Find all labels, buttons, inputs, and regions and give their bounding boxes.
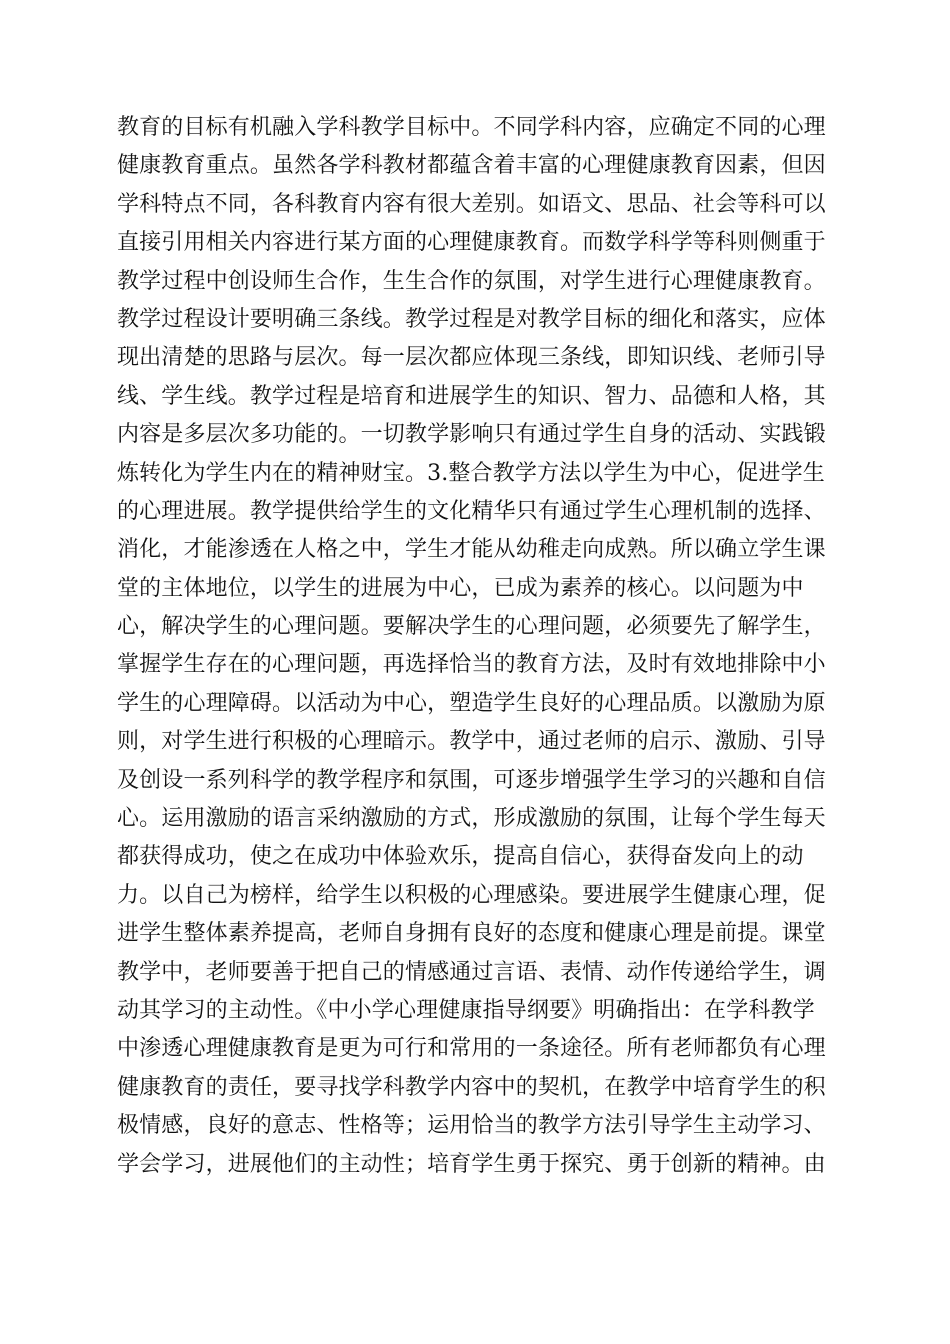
- text-line-26: 健康教育的责任，要寻找学科教学内容中的契机，在教学中培育学生的积: [117, 1074, 826, 1100]
- text-line-4: 直接引用相关内容进行某方面的心理健康教育。而数学科学等科则侧重于: [117, 230, 826, 256]
- text-line-16: 学生的心理障碍。以活动为中心，塑造学生良好的心理品质。以激励为原: [117, 690, 826, 716]
- text-line-1: 教育的目标有机融入学科教学目标中。不同学科内容，应确定不同的心理: [117, 115, 826, 140]
- text-line-12: 消化，才能渗透在人格之中，学生才能从幼稚走向成熟。所以确立学生课: [117, 537, 826, 563]
- text-line-10: 炼转化为学生内在的精神财宝。3.整合教学方法以学生为中心，促进学生: [117, 460, 825, 486]
- text-line-5: 教学过程中创设师生合作，生生合作的氛围，对学生进行心理健康教育。: [117, 268, 826, 294]
- text-line-6: 教学过程设计要明确三条线。教学过程是对教学目标的细化和落实，应体: [117, 306, 826, 332]
- text-line-8: 线、学生线。教学过程是培育和进展学生的知识、智力、品德和人格，其: [117, 383, 826, 409]
- text-line-3: 学科特点不同，各科教育内容有很大差别。如语文、思品、社会等科可以: [117, 191, 826, 217]
- text-line-24: 动其学习的主动性。《中小学心理健康指导纲要》明确指出：在学科教学: [117, 997, 815, 1023]
- text-line-20: 都获得成功，使之在成功中体验欢乐，提高自信心，获得奋发向上的动: [117, 844, 804, 870]
- text-line-21: 力。以自己为榜样，给学生以积极的心理感染。要进展学生健康心理，促: [117, 882, 826, 908]
- text-line-13: 堂的主体地位，以学生的进展为中心，已成为素养的核心。以问题为中: [117, 575, 804, 601]
- text-line-19: 心。运用激励的语言采纳激励的方式，形成激励的氛围，让每个学生每天: [117, 806, 826, 832]
- text-line-17: 则，对学生进行积极的心理暗示。教学中，通过老师的启示、激励、引导: [117, 729, 826, 755]
- text-line-23: 教学中，老师要善于把自己的情感通过言语、表情、动作传递给学生，调: [117, 959, 826, 985]
- text-line-14: 心，解决学生的心理问题。要解决学生的心理问题，必须要先了解学生，: [117, 614, 826, 640]
- text-line-18: 及创设一系列科学的教学程序和氛围，可逐步增强学生学习的兴趣和自信: [117, 767, 826, 793]
- text-line-25: 中渗透心理健康教育是更为可行和常用的一条途径。所有老师都负有心理: [117, 1036, 826, 1062]
- text-line-7: 现出清楚的思路与层次。每一层次都应体现三条线，即知识线、老师引导: [117, 345, 826, 371]
- body-text: [117, 109, 837, 1184]
- text-line-11: 的心理进展。教学提供给学生的文化精华只有通过学生心理机制的选择、: [117, 498, 826, 524]
- text-line-27: 极情感，良好的意志、性格等；运用恰当的教学方法引导学生主动学习、: [117, 1113, 826, 1139]
- text-line-2: 健康教育重点。虽然各学科教材都蕴含着丰富的心理健康教育因素，但因: [117, 153, 826, 179]
- text-line-15: 掌握学生存在的心理问题，再选择恰当的教育方法，及时有效地排除中小: [117, 652, 826, 678]
- text-line-9: 内容是多层次多功能的。一切教学影响只有通过学生自身的活动、实践锻: [117, 422, 826, 448]
- text-line-22: 进学生整体素养提高，老师自身拥有良好的态度和健康心理是前提。课堂: [117, 921, 826, 947]
- text-line-28: 学会学习，进展他们的主动性；培育学生勇于探究、勇于创新的精神。由: [117, 1151, 826, 1177]
